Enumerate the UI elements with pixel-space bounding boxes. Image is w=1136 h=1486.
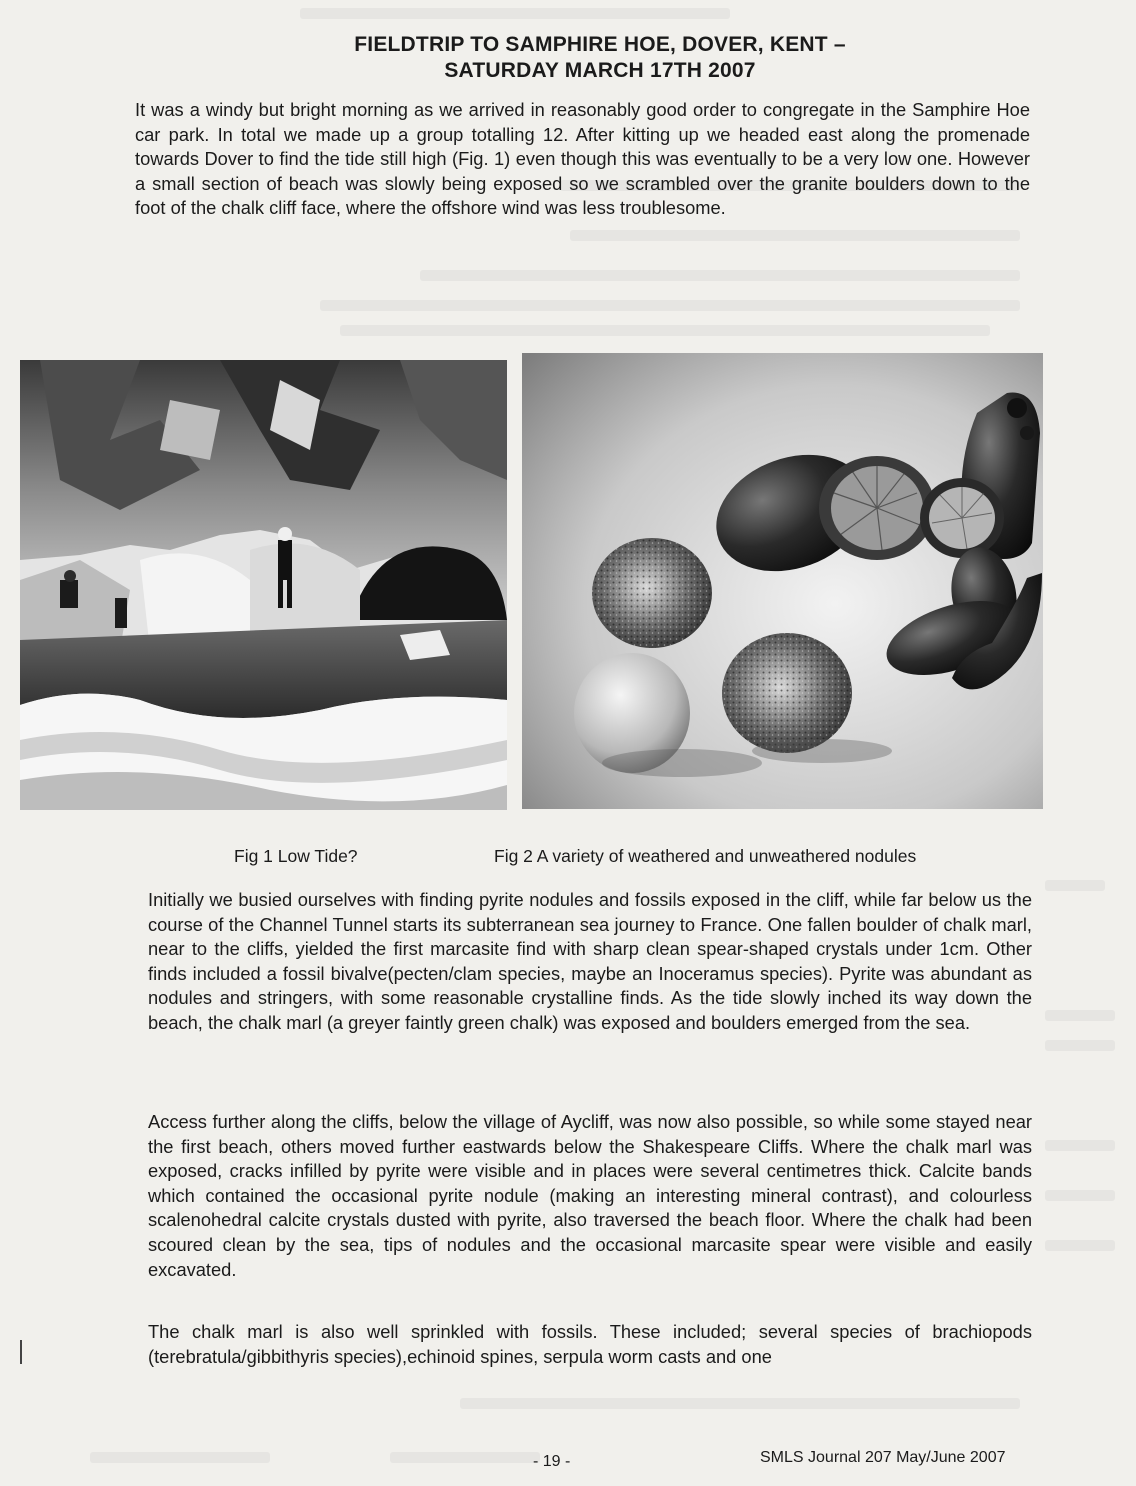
paragraph-initial-finds: Initially we busied ourselves with finding pyrite nodules and fossils exposed in the cliff, while far below us the course of the Channel Tunnel starts its subterranean sea journey to France. One fallen boulder of chalk marl, near to the cliffs, yielded the first marcasite find with sharp clean spear-shaped crystals under 1cm. Other finds included a fossil bivalve(pecten/clam species, maybe an Inoceramus species). Pyrite was abundant as nodules and stringers, with some reasonable crystalline finds. As the tide slowly inched its way down the beach, the chalk marl (a greyer faintly green chalk) was exposed and boulders emerged from the sea. xyxy=(148,889,1032,1033)
figure-1-caption: Fig 1 Low Tide? xyxy=(234,846,358,866)
paragraph-fossils: The chalk marl is also well sprinkled with fossils. These included; several species of brachiopods (terebratula/gibbithyris species),echinoid spines, serpula worm casts and one xyxy=(148,1321,1032,1367)
article-title-line-1: FIELDTRIP TO SAMPHIRE HOE, DOVER, KENT – xyxy=(354,33,846,56)
page-number: - 19 - xyxy=(533,1453,571,1470)
paragraph-intro: It was a windy but bright morning as we arrived in reasonably good order to congregate in the Samphire Hoe car park. In total we made up a group totalling 12. After kitting up we headed east along the promenade towards Dover to find the tide still high (Fig. 1) even though this was eventually to be a very low one. However a small section of beach was slowly being exposed so we scrambled over the granite boulders down to the foot of the chalk cliff face, where the offshore wind was less troublesome. xyxy=(135,99,1030,219)
figure-2-photo-nodules xyxy=(522,353,1043,809)
margin-mark xyxy=(20,1340,22,1364)
figure-1-photo-low-tide xyxy=(20,360,507,810)
paragraph-access-further: Access further along the cliffs, below the village of Aycliff, was now also possible, so while some stayed near the first beach, others moved further eastwards below the Shakespeare Cliffs. Where the chalk marl was exposed, cracks infilled by pyrite were visible and in places were several centimetres thick. Calcite bands which contained the occasional pyrite nodule (making an interesting mineral contrast), and colourless scalenohedral calcite crystals dusted with pyrite, also traversed the beach floor. Where the chalk had been scoured clean by the sea, tips of nodules and the occasional marcasite spear were visible and easily excavated. xyxy=(148,1111,1032,1280)
journal-footer: SMLS Journal 207 May/June 2007 xyxy=(760,1449,1006,1466)
article-title-line-2: SATURDAY MARCH 17TH 2007 xyxy=(444,59,756,82)
figure-2-caption: Fig 2 A variety of weathered and unweathered nodules xyxy=(494,846,917,866)
